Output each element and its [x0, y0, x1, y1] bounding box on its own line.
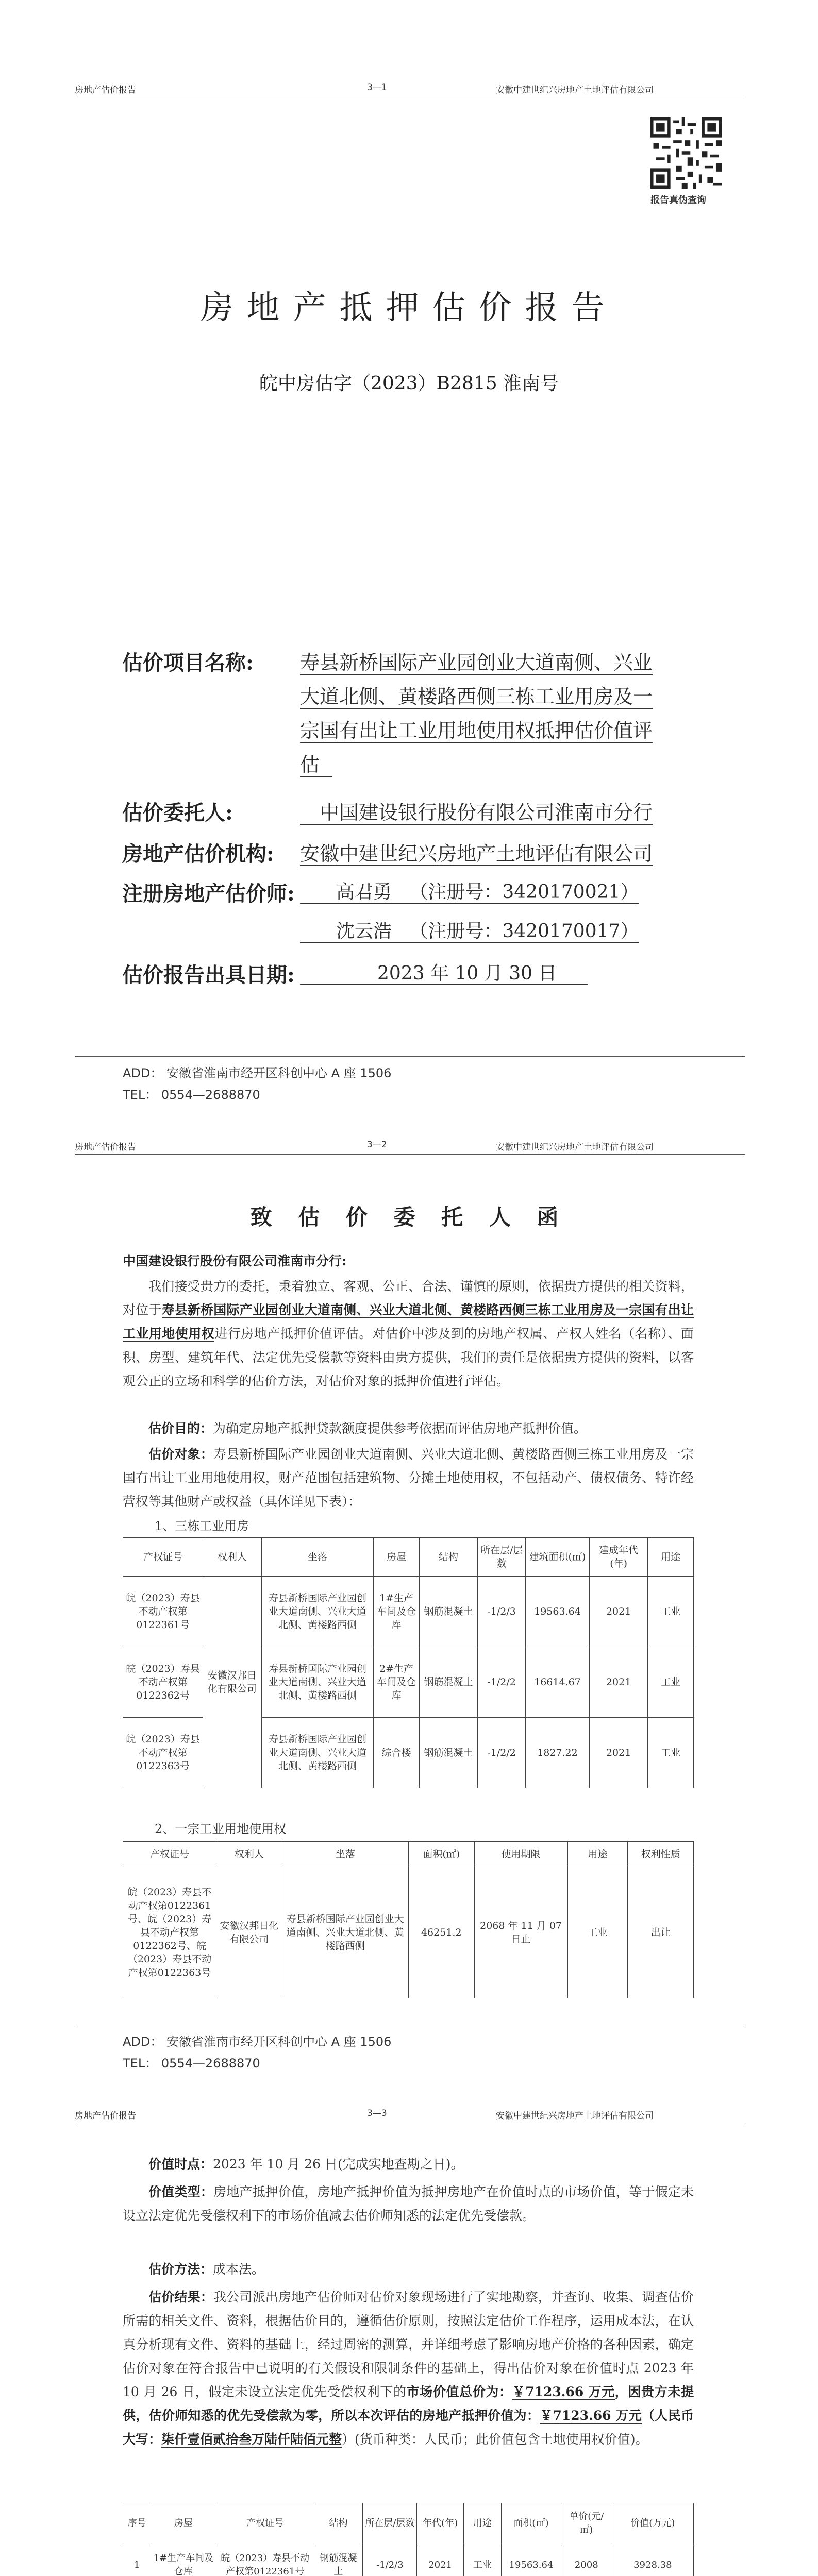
letter-title: 致 估 价 委 托 人 函 [250, 1205, 568, 1230]
page3-header-left: 房地产估价报告 [75, 2111, 136, 2121]
list-item-land: 2、一宗工业用地使用权 [155, 1822, 287, 1836]
table-row: 皖（2023）寿县不动产权第0122363号 寿县新桥国际产业园创业大道南侧、兴业大道北侧、黄楼路西侧 综合楼 钢筋混凝土 -1/2/2 1827.22 2021 工业 [123, 1718, 694, 1788]
report-number: 皖中房估字（2023）B2815 淮南号 [259, 373, 559, 394]
object-paragraph: 估价对象：寿县新桥国际产业园创业大道南侧、兴业大道北侧、黄楼路西侧三栋工业用房及一宗国有出让工业用地使用权，财产范围包括建筑物、分摊土地使用权，不包括动产、债权债务、特许经营权等其他财产或权益（具体详见下表）： [123, 1447, 694, 1509]
list-item-buildings: 1、三栋工业用房 [155, 1519, 249, 1533]
page1-telephone: TEL： 0554—2688870 [123, 1088, 260, 1102]
page3-page-number: 3—3 [367, 2108, 387, 2119]
table-header-row: 产权证号 权利人 坐落 房屋 结构 所在层/层数 建筑面积(㎡) 建成年代(年) 用途 [123, 1538, 694, 1577]
purpose-paragraph: 估价目的：为确定房地产抵押贷款额度提供参考依据而评估房地产抵押价值。 [148, 1421, 587, 1436]
page1-page-number: 3—1 [367, 82, 387, 93]
item-value-line2: 大道北侧、黄楼路西侧三栋工业用房及一 [300, 685, 653, 708]
table-header-row: 序号 房屋 产权证号 结构 所在层/层数 年代(年) 用途 面积(㎡) 单价(元/㎡) 价值(万元) [123, 2503, 694, 2544]
item-value-line3: 宗国有出让工业用地使用权抵押估价值评 [300, 719, 653, 742]
method-paragraph: 估价方法：成本法。 [148, 2262, 265, 2277]
table-row: 皖（2023）寿县不动产权第0122362号 寿县新桥国际产业园创业大道南侧、兴业大道北侧、黄楼路西侧 2#生产车间及仓库 钢筋混凝土 -1/2/2 16614.67 2021 工业 [123, 1647, 694, 1718]
owner-cell: 安徽汉邦日化有限公司 [203, 1577, 262, 1788]
item-value-line1: 寿县新桥国际产业园创业大道南侧、兴业 [300, 651, 653, 674]
qr-code-icon[interactable] [650, 117, 722, 189]
land-table [123, 1841, 694, 1998]
appraiser-2: 沈云浩 （注册号：3420170017） [300, 917, 639, 943]
table-header-row: 产权证号 权利人 坐落 面积(㎡) 使用期限 用途 权利性质 [123, 1842, 694, 1867]
qr-caption: 报告真伪查询 [650, 195, 706, 206]
org-value: 安徽中建世纪兴房地产土地评估有限公司 [300, 842, 653, 865]
page1-header-left: 房地产估价报告 [75, 85, 136, 95]
page2-header-left: 房地产估价报告 [75, 1142, 136, 1153]
appraiser-1: 高君勇 （注册号：3420170021） [300, 877, 639, 904]
item-value-line4: 估 [300, 749, 332, 777]
result-paragraph: 估价结果：我公司派出房地产估价师对估价对象现场进行了实地勘察，并查询、收集、调查估价所需的相关文件、资料，根据估价目的，遵循估价原则，按照法定估价工作程序，运用成本法，在认真分析现有文件、资料的基础上，经过周密的测算，并详细考虑了影响房地产价格的各种因素，确定估价对象在符合报告中已说明的有关假设和限制条件的基础上，得出估价对象在价值时点 2023 年 10 月 26 日，假定未设立法定优先受偿权利下的市场价值总价为：￥7123.66 万元，因贵方未提供，估价师知悉的优先受偿款为零，所以本次评估的房地产抵押价值为：￥7123.66 万元（人民币大写：柒仟壹佰贰拾叁万陆仟陆佰元整）(货币种类：人民币；此价值包含土地使用权价值)。 [123, 2290, 694, 2447]
valuation-table [123, 2503, 694, 2576]
page2-header-right: 安徽中建世纪兴房地产土地评估有限公司 [496, 1142, 654, 1153]
table-row: 1 1#生产车间及仓库 皖（2023）寿县不动产权第0122361号 钢筋混凝土 -1/2/3 2021 工业 19563.64 2008 3928.38 [123, 2544, 694, 2576]
page2-telephone: TEL： 0554—2688870 [123, 2056, 260, 2071]
item-label: 估价项目名称: [122, 651, 254, 675]
value-type-paragraph: 价值类型：房地产抵押价值，房地产抵押价值为抵押房地产在价值时点的市场价值，等于假定未设立法定优先受偿权利下的市场价值减去估价师知悉的法定优先受偿款。 [123, 2184, 694, 2223]
page1-address: ADD： 安徽省淮南市经开区科创中心 A 座 1506 [123, 1066, 392, 1080]
page2-header-rule [75, 1154, 745, 1155]
buildings-table [123, 1537, 694, 1788]
page1-footer-rule [75, 1056, 745, 1057]
page2-address: ADD： 安徽省淮南市经开区科创中心 A 座 1506 [123, 2035, 392, 2049]
client-value: 中国建设银行股份有限公司淮南市分行 [300, 796, 653, 825]
report-title: 房地产抵押估价报告 [200, 289, 618, 327]
appraiser-label: 注册房地产估价师: [122, 882, 295, 906]
value-time-paragraph: 价值时点：2023 年 10 月 26 日(完成实地查勘之日)。 [148, 2157, 464, 2172]
table-row: 皖（2023）寿县不动产权第0122361号 安徽汉邦日化有限公司 寿县新桥国际产业园创业大道南侧、兴业大道北侧、黄楼路西侧 1#生产车间及仓库 钢筋混凝土 -1/2/3 19563.64 2021 工业 [123, 1577, 694, 1647]
date-label: 估价报告出具日期: [122, 963, 295, 987]
page3-header-right: 安徽中建世纪兴房地产土地评估有限公司 [496, 2111, 654, 2121]
letter-addressee: 中国建设银行股份有限公司淮南市分行: [123, 1253, 347, 1268]
page1-header-right: 安徽中建世纪兴房地产土地评估有限公司 [496, 85, 654, 95]
org-label: 房地产估价机构: [122, 842, 274, 866]
table-row: 皖（2023）寿县不动产权第0122361号、皖（2023）寿县不动产权第0122362号、皖（2023）寿县不动产权第0122363号 安徽汉邦日化有限公司 寿县新桥国际产业园创业大道南侧、兴业大道北侧、黄楼路西侧 46251.2 2068 年 11 月 07 日止 工业 出让 [123, 1867, 694, 1998]
date-value: 2023 年 10 月 30 日 [300, 959, 588, 985]
letter-paragraph-1: 我们接受贵方的委托，秉着独立、客观、公正、合法、谨慎的原则，依据贵方提供的相关资料，对位于寿县新桥国际产业园创业大道南侧、兴业大道北侧、黄楼路西侧三栋工业用房及一宗国有出让工业用地使用权进行房地产抵押价值评估。对估价中涉及到的房地产权属、产权人姓名（名称）、面积、房型、建筑年代、法定优先受偿款等资料由贵方提供，我们的责任是依据贵方提供的资料，以客观公正的立场和科学的估价方法，对估价对象的抵押价值进行评估。 [123, 1279, 694, 1388]
client-label: 估价委托人: [122, 801, 233, 825]
page2-page-number: 3—2 [367, 1140, 387, 1150]
